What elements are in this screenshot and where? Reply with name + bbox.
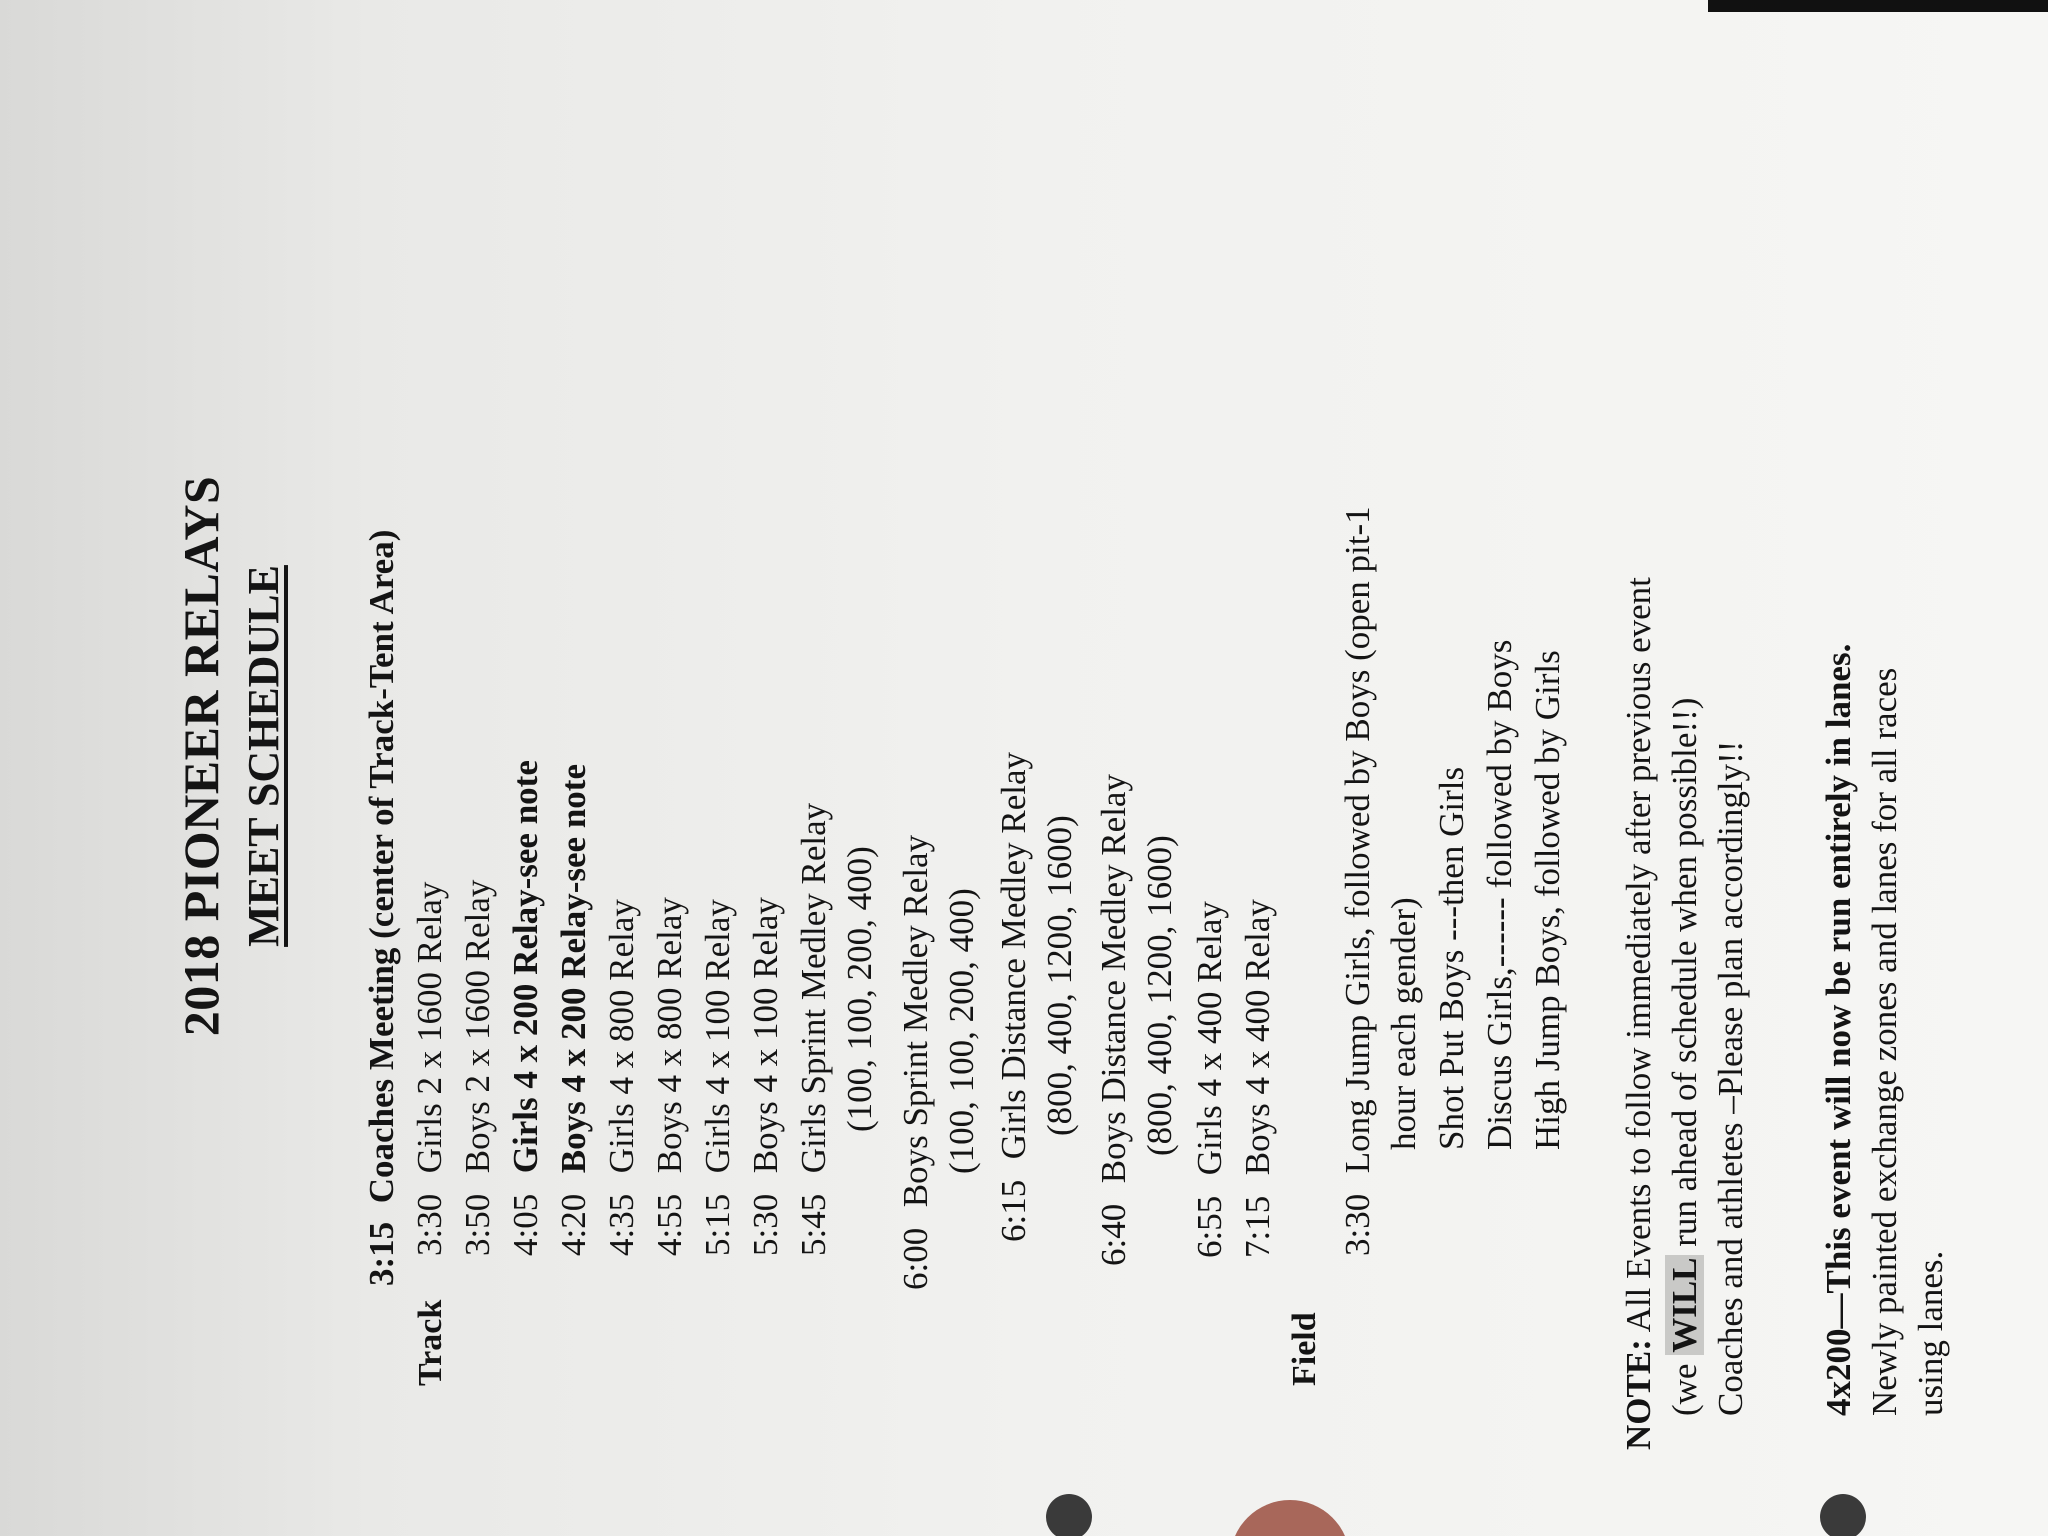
event-time: 3:30 [1338, 1193, 1377, 1256]
field-event-text: Long Jump Girls, followed by Boys (open pit-1 [1338, 506, 1377, 1174]
page-title: 2018 PIONEER RELAYS [173, 475, 229, 1037]
event-name: Boys Sprint Medley Relay [896, 834, 935, 1208]
event-time: 5:15 [698, 1193, 737, 1256]
schedule-note [1616, 577, 1662, 1450]
field-event-text: hour each gender) [1384, 897, 1423, 1150]
track-event-row [648, 897, 692, 1256]
event-time: 7:15 [1238, 1195, 1277, 1258]
track-section-label: Track [412, 1299, 449, 1386]
punch-hole [1820, 1494, 1866, 1536]
event-name: Boys 4 x 400 Relay [1238, 899, 1277, 1176]
field-event-text: High Jump Boys, followed by Girls [1528, 650, 1567, 1150]
event-time: 6:55 [1190, 1195, 1229, 1258]
event-splits: (100, 100, 200, 400) [840, 846, 879, 1132]
track-event-row [744, 897, 788, 1256]
coaches-meeting-text: Coaches Meeting (center of Track-Tent Area) [362, 529, 401, 1204]
event-name: Girls 4 x 100 Relay [698, 899, 737, 1174]
event-time: 6:40 [1094, 1203, 1133, 1266]
relay-4x200-note-line: Newly painted exchange zones and lanes for all races [1865, 667, 1904, 1416]
event-splits: (800, 400, 1200, 1600) [1140, 835, 1179, 1156]
track-event-row [1188, 901, 1232, 1258]
note-label: NOTE: [1619, 1339, 1658, 1450]
event-splits: (800, 400, 1200, 1600) [1040, 815, 1079, 1136]
event-splits: (100, 100, 200, 400) [942, 888, 981, 1174]
track-event-row [456, 880, 500, 1256]
note-text: (we [1665, 1354, 1704, 1416]
event-name: Girls 4 x 200 Relay-see note [506, 760, 545, 1174]
event-time: 3:30 [410, 1193, 449, 1256]
note-highlight: WILL [1665, 1257, 1704, 1353]
track-event-row [600, 899, 644, 1256]
event-time: 4:05 [506, 1193, 545, 1256]
event-time: 5:45 [794, 1193, 833, 1256]
schedule-note-line [1662, 698, 1708, 1416]
event-time: 5:30 [746, 1193, 785, 1256]
track-event-row [696, 899, 740, 1256]
event-time: 4:55 [650, 1193, 689, 1256]
field-section-label: Field [1286, 1312, 1323, 1386]
event-name: Girls Distance Medley Relay [994, 751, 1033, 1160]
field-event-text: Discus Girls,------ followed by Boys [1480, 639, 1519, 1150]
track-event-row [504, 760, 548, 1256]
event-time: 6:00 [896, 1227, 935, 1290]
event-name: Boys 4 x 100 Relay [746, 897, 785, 1174]
field-event-text: Shot Put Boys ---then Girls [1432, 766, 1471, 1150]
note-text: All Events to follow immediately after previous event [1619, 577, 1658, 1340]
track-event-row [1092, 774, 1136, 1266]
track-event-row [552, 764, 596, 1256]
punch-hole [1046, 1494, 1092, 1536]
event-name: Boys 4 x 800 Relay [650, 897, 689, 1174]
schedule-page [150, 26, 1970, 1486]
event-time: 4:20 [554, 1193, 593, 1256]
event-name: Girls 2 x 1600 Relay [410, 881, 449, 1174]
event-name: Boys Distance Medley Relay [1094, 774, 1133, 1184]
track-event-row [1236, 899, 1280, 1258]
event-name: Boys 4 x 200 Relay-see note [554, 763, 593, 1174]
event-name: Girls Sprint Medley Relay [794, 802, 833, 1174]
track-event-row [408, 882, 452, 1256]
relay-4x200-note: 4x200—This event will now be run entirely in lanes. [1819, 643, 1858, 1416]
coaches-meeting-time: 3:15 [362, 1221, 401, 1286]
event-name: Girls 4 x 800 Relay [602, 899, 641, 1174]
track-event-row [992, 752, 1036, 1242]
relay-4x200-note-line: using lanes. [1911, 1250, 1950, 1416]
table-edge-shadow [1708, 0, 2048, 12]
note-text: run ahead of schedule when possible!!) [1665, 697, 1704, 1256]
page-subtitle: MEET SCHEDULE [239, 565, 288, 947]
track-event-row [792, 803, 836, 1256]
event-time: 6:15 [994, 1179, 1033, 1242]
event-name: Boys 2 x 1600 Relay [458, 879, 497, 1174]
schedule-note-line: Coaches and athletes –Please plan accordingly!! [1711, 740, 1750, 1416]
field-event-row [1336, 506, 1380, 1256]
event-name: Girls 4 x 400 Relay [1190, 901, 1229, 1176]
event-time: 3:50 [458, 1193, 497, 1256]
coaches-meeting-row [360, 530, 404, 1286]
track-event-row [894, 835, 938, 1290]
event-time: 4:35 [602, 1193, 641, 1256]
